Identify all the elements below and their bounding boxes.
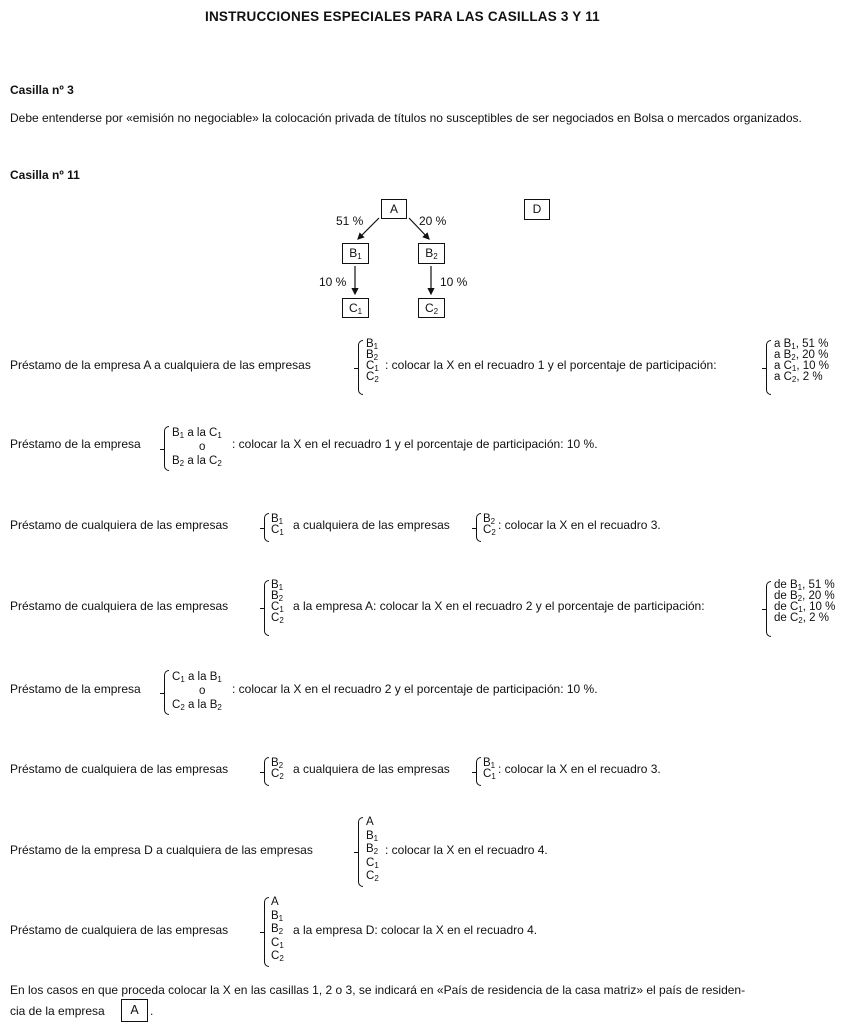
footer-end: .: [150, 1004, 154, 1018]
pct-a-b2: 20 %: [419, 214, 447, 228]
row2-brace: [164, 426, 169, 471]
row5-right: : colocar la X en el recuadro 2 y el porcentaje de participación: 10 %.: [232, 682, 598, 696]
pct-a-b1: 51 %: [336, 214, 364, 228]
row1-left: Préstamo de la empresa A a cualquiera de las empresas: [10, 358, 311, 372]
row1-brace: [358, 340, 363, 395]
row6-list: $B_2$ $C_2$: [271, 757, 284, 781]
row3-left: Préstamo de cualquiera de las empresas: [10, 518, 229, 532]
row2-right: : colocar la X en el recuadro 1 y el porcentaje de participación: 10 %.: [232, 437, 598, 451]
box-a: A: [381, 199, 407, 219]
row1-brace2: [766, 340, 771, 395]
diagram-arrows: [0, 0, 850, 330]
row6-right: : colocar la X en el recuadro 3.: [498, 762, 661, 776]
row4-brace: [264, 580, 269, 636]
footer-line2: cia de la empresa: [10, 1004, 105, 1018]
row5-brace: [164, 670, 169, 715]
row6-brace2: [476, 757, 481, 786]
pct-b2-c2: 10 %: [440, 275, 468, 289]
row3-list: $B_1$ $C_1$: [271, 513, 284, 537]
footer-box-a: A: [121, 999, 148, 1022]
row6-brace: [264, 757, 269, 786]
row6-mid: a cualquiera de las empresas: [293, 762, 450, 776]
row1-list: $B_1$ $B_2$ $C_1$ $C_2$: [366, 338, 379, 384]
row1-right: : colocar la X en el recuadro 1 y el porcentaje de participación:: [385, 358, 717, 372]
box-b2: $B_2$: [418, 243, 445, 264]
casilla-3-text: Debe entenderse por «emisión no negociable» la colocación privada de títulos no susceptibles de ser negociados en Bolsa o mercados organizados.: [10, 111, 802, 125]
row5-left: Préstamo de la empresa: [10, 682, 141, 696]
row7-left: Préstamo de la empresa D a cualquiera de las empresas: [10, 843, 313, 857]
row2-left: Préstamo de la empresa: [10, 437, 141, 451]
row3-brace2: [476, 513, 481, 542]
page-title: INSTRUCCIONES ESPECIALES PARA LAS CASILLAS 3 Y 11: [205, 9, 600, 24]
row4-left: Préstamo de cualquiera de las empresas: [10, 599, 229, 613]
row7-right: : colocar la X en el recuadro 4.: [385, 843, 548, 857]
row3-list2: $B_2$ $C_2$: [483, 513, 496, 537]
row4-brace2: [766, 581, 771, 637]
row1-list2: a $B_1$, 51 % a $B_2$, 20 % a $C_1$, 10 % a $C_2$, 2 %: [774, 338, 829, 384]
row5-list: $C_1$ a la $B_1$ o $C_2$ a la $B_2$: [172, 671, 222, 712]
row4-list: $B_1$ $B_2$ $C_1$ $C_2$: [271, 579, 284, 625]
box-d: D: [524, 199, 550, 220]
row4-right: a la empresa A: colocar la X en el recuadro 2 y el porcentaje de participación:: [293, 599, 705, 613]
row3-brace: [264, 513, 269, 542]
row2-list: $B_1$ a la $C_1$ o $B_2$ a la $C_2$: [172, 427, 222, 468]
row3-right: : colocar la X en el recuadro 3.: [498, 518, 661, 532]
row3-mid: a cualquiera de las empresas: [293, 518, 450, 532]
box-c2: $C_2$: [418, 298, 445, 318]
pct-b1-c1: 10 %: [319, 275, 347, 289]
footer-line1: En los casos en que proceda colocar la X en las casillas 1, 2 o 3, se indicará en «País de residencia de la casa matriz» el país de residen-: [10, 983, 746, 997]
row7-brace: [358, 817, 363, 887]
row8-right: a la empresa D: colocar la X en el recuadro 4.: [293, 923, 538, 937]
row7-list: A $B_1$ $B_2$ $C_1$ $C_2$: [366, 816, 379, 883]
casilla-11-heading: Casilla nº 11: [10, 168, 80, 182]
row8-left: Préstamo de cualquiera de las empresas: [10, 923, 229, 937]
row6-list2: $B_1$ $C_1$: [483, 757, 496, 781]
casilla-3-heading: Casilla nº 3: [10, 83, 74, 97]
row6-left: Préstamo de cualquiera de las empresas: [10, 762, 229, 776]
row4-list2: de $B_1$, 51 % de $B_2$, 20 % de $C_1$, 10 % de $C_2$, 2 %: [774, 579, 836, 625]
box-b1: $B_1$: [342, 243, 369, 264]
box-c1: $C_1$: [342, 298, 369, 318]
row8-brace: [264, 897, 269, 967]
row8-list: A $B_1$ $B_2$ $C_1$ $C_2$: [271, 896, 284, 963]
